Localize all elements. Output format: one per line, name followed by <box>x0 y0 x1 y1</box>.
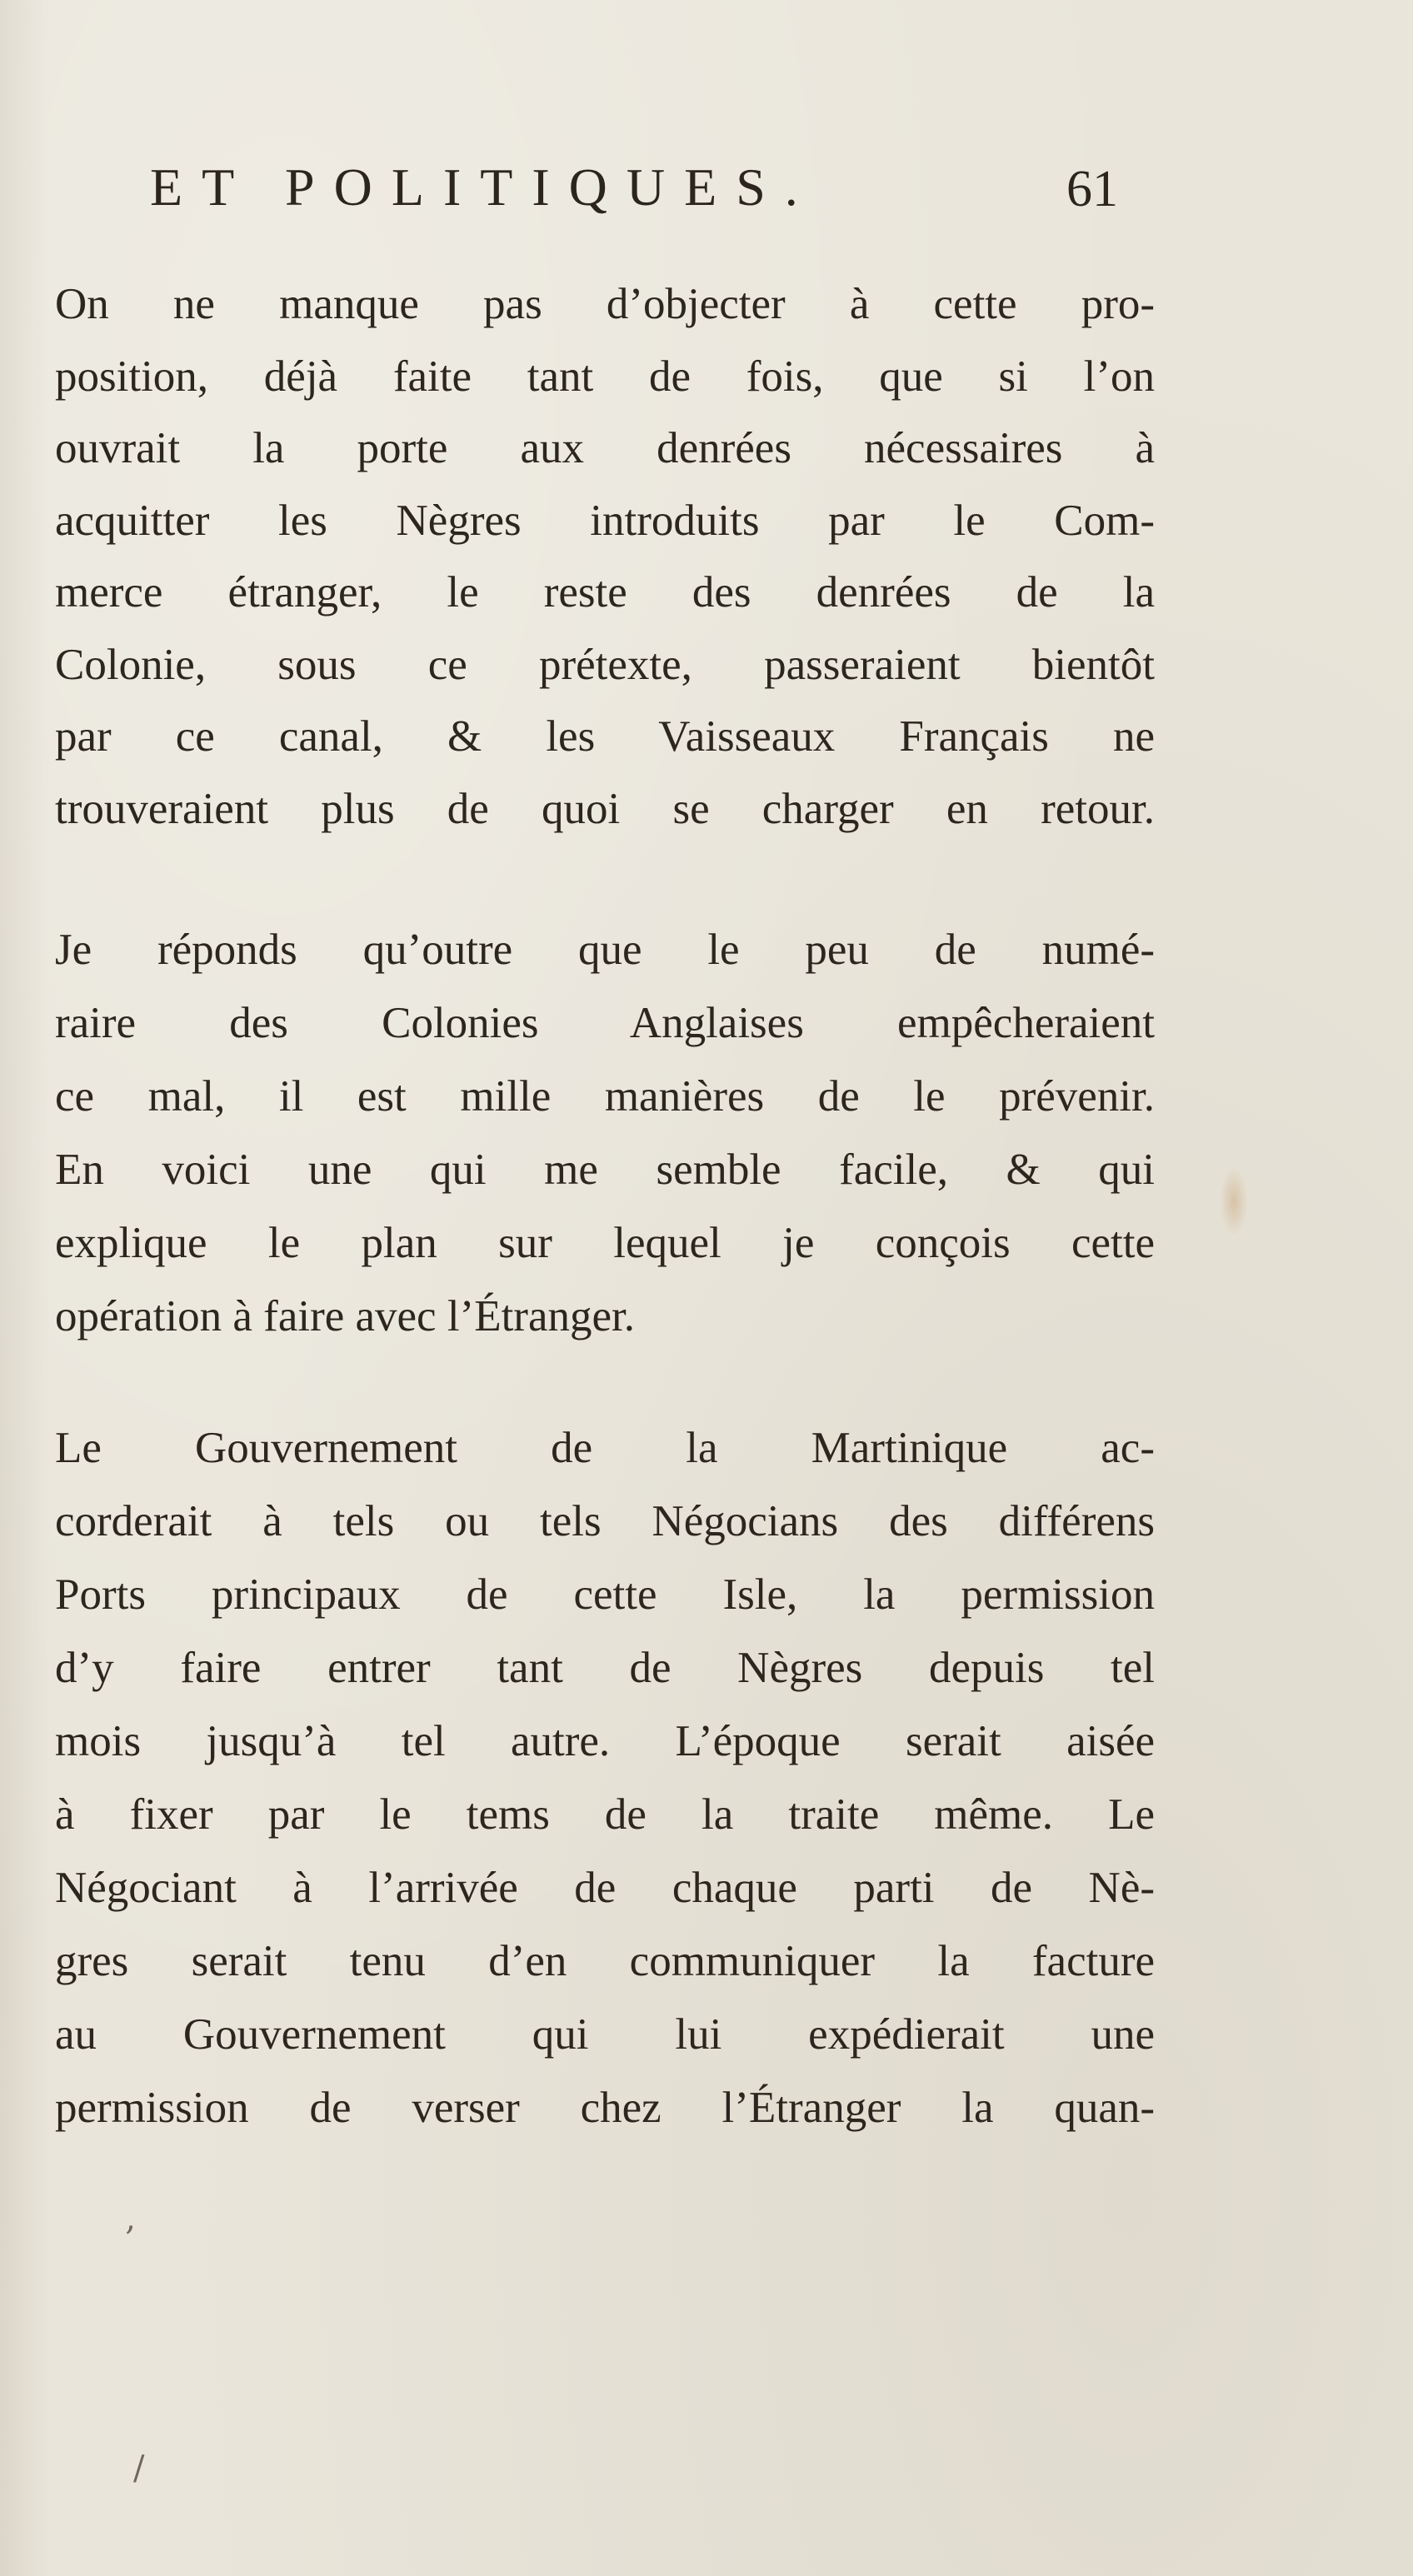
text-line: au Gouvernement qui lui expédierait une <box>55 2010 1155 2059</box>
text-line: permission de verser chez l’Étranger la quan- <box>55 2084 1155 2132</box>
running-head <box>150 157 1150 232</box>
text-line: à fixer par le tems de la traite même. Le <box>55 1790 1155 1839</box>
paragraph-plan <box>55 1411 1155 2144</box>
text-line: trouveraient plus de quoi se charger en retour. <box>55 784 1155 833</box>
text-line: position, déjà faite tant de fois, que si l’on <box>55 352 1155 401</box>
paragraph-objection <box>55 268 1155 845</box>
text-line: d’y faire entrer tant de Nègres depuis tel <box>55 1644 1155 1692</box>
text-line: En voici une qui me semble facile, & qui <box>55 1146 1155 1194</box>
text-line: raire des Colonies Anglaises empêcheraient <box>55 999 1155 1047</box>
text-line: Le Gouvernement de la Martinique ac- <box>55 1424 1155 1472</box>
text-line: ouvrait la porte aux denrées nécessaires à <box>55 424 1155 472</box>
text-line: Je réponds qu’outre que le peu de numé- <box>55 926 1155 974</box>
text-line: mois jusqu’à tel autre. L’époque serait aisée <box>55 1717 1155 1765</box>
text-line: merce étranger, le reste des denrées de la <box>55 568 1155 617</box>
ink-speck: ‚ <box>125 2199 136 2238</box>
text-line: acquitter les Nègres introduits par le Com- <box>55 496 1155 545</box>
running-title: ET POLITIQUES. <box>150 157 817 217</box>
text-line: ce mal, il est mille manières de le prévenir. <box>55 1072 1155 1121</box>
page-number: 61 <box>1066 161 1118 217</box>
ink-speck: / <box>133 2449 145 2488</box>
text-line: Ports principaux de cette Isle, la permission <box>55 1570 1155 1619</box>
text-line: Négociant à l’arrivée de chaque parti de Nè- <box>55 1864 1155 1912</box>
text-line: gres serait tenu d’en communiquer la facture <box>55 1937 1155 1985</box>
paragraph-response <box>55 913 1155 1353</box>
text-line: Colonie, sous ce prétexte, passeraient bientôt <box>55 640 1155 689</box>
text-line: opération à faire avec l’Étranger. <box>55 1292 635 1340</box>
text-line: par ce canal, & les Vaisseaux Français ne <box>55 712 1155 761</box>
text-line: On ne manque pas d’objecter à cette pro- <box>55 280 1155 328</box>
paper-stain <box>1220 1166 1248 1236</box>
text-line: corderait à tels ou tels Négocians des différens <box>55 1497 1155 1545</box>
text-line: explique le plan sur lequel je conçois cette <box>55 1219 1155 1267</box>
